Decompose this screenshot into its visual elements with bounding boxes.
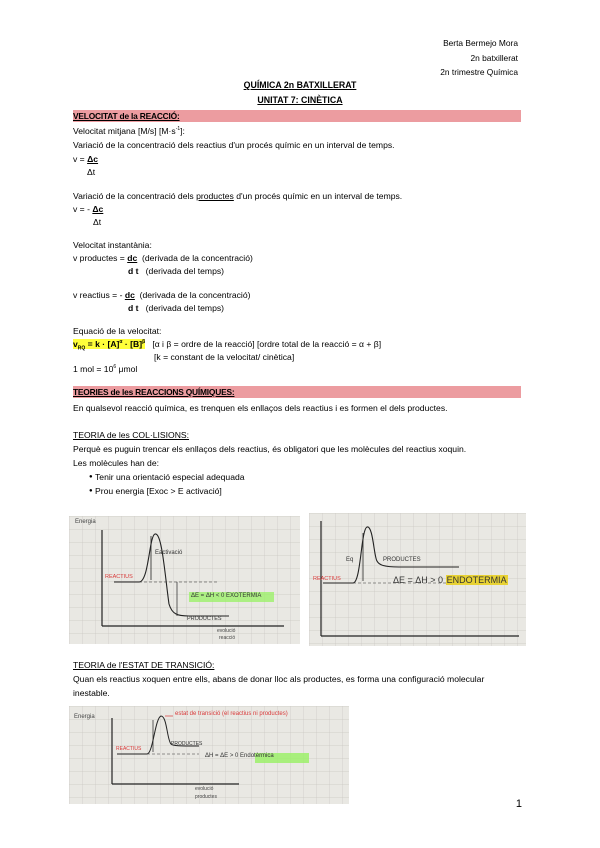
productes-definition: Variació de la concentració dels productes d'un procés químic en un interval de temps. <box>73 191 403 201</box>
transicio-heading: TEORIA de l'ESTAT DE TRANSICIÓ: <box>73 660 215 670</box>
header-term: 2n trimestre Química <box>440 67 518 77</box>
exothermic-diagram-photo <box>69 516 300 644</box>
collisions-text: Perquè es puguin trencar els enllaços dels reactius, és obligatori que les molècules del reactius xoquin. <box>73 444 467 454</box>
section-heading-teories: TEORIES de les REACCIONS QUÍMIQUES: <box>73 387 235 397</box>
transicio-text1: Quan els reactius xoquen entre ells, abans de donar lloc als productes, es forma una configuració molecular <box>73 674 485 684</box>
collisions-text2: Les molècules han de: <box>73 458 159 468</box>
velocitat-instantania-label: Velocitat instantània: <box>73 240 152 250</box>
fig2-reactius-label: REACTIUS <box>313 576 341 582</box>
formula-reactius: v = Δc <box>73 154 99 164</box>
fig3-estat-label: estat de transició (el reactius ni productes) <box>175 711 288 717</box>
list-item: ● Prou energia [Exoc > E activació] <box>73 485 245 499</box>
fig2-productes-label: PRODUCTES <box>383 557 421 563</box>
fig1-deltaH: ΔE = ΔH < 0 EXOTERMIA <box>191 593 262 599</box>
fig1-productes-label: PRODUCTES <box>187 616 222 622</box>
fig2-eq-label: Eq <box>346 557 354 563</box>
teories-intro: En qualsevol reacció química, es trenquen els enllaços dels reactius i es formen el dels productes. <box>73 403 448 413</box>
transicio-text2: inestable. <box>73 688 110 698</box>
section-band-velocitat <box>73 110 521 122</box>
fig3-energia-label: Energia <box>74 714 95 720</box>
v-reactius-dt: d t (derivada del temps) <box>128 303 225 313</box>
collisions-heading: TEORIA de les COL·LISIONS: <box>73 430 190 440</box>
fig1-reactius-label: REACTIUS <box>105 574 133 580</box>
fig3-xlabel2: productes <box>195 794 217 800</box>
header-author: Berta Bermejo Mora <box>443 38 518 48</box>
fig3-deltaH: ΔH = ΔE > 0 Endotèrmica <box>205 753 274 759</box>
section-band-teories <box>73 386 521 398</box>
equacio-velocitat: $v_{RQ} = k \cdot [A]^\alpha \cdot [B]^\beta$ [α i β = ordre de la reacció] [ordre total de la reacció = α + β] <box>73 339 382 352</box>
collisions-conditions-list <box>73 471 245 498</box>
fig2-deltaH: ΔE = ΔH > 0 ENDOTERMIA <box>393 575 507 585</box>
formula-productes: v = - Δc <box>73 204 104 214</box>
list-item: ● Tenir una orientació especial adequada <box>73 471 245 485</box>
fig1-xlabel2: reacció <box>219 635 236 641</box>
v-productes-dt: d t (derivada del temps) <box>128 266 225 276</box>
fig3-reactius-label: REACTIUS <box>116 746 142 752</box>
formula-reactius-denominator: Δt <box>87 167 96 177</box>
formula-productes-denominator: Δt <box>93 217 102 227</box>
page-number: 1 <box>515 798 522 810</box>
v-reactius-instantania: v reactius = - dc (derivada de la concentració) <box>73 290 251 300</box>
fig3-productes-label: PRODUCTES <box>171 741 203 747</box>
section-heading-velocitat: VELOCITAT de la REACCIÓ: <box>73 111 180 121</box>
fig1-energia-label: Energia <box>75 519 96 525</box>
mol-conversion: 1 mol = $10^6$ μmol <box>73 364 138 374</box>
v-productes-instantania: v productes = dc (derivada de la concentració) <box>73 253 253 263</box>
endothermic-diagram-photo <box>309 513 526 646</box>
fig1-xlabel1: evolució <box>217 628 236 634</box>
transition-state-diagram-photo <box>69 706 349 804</box>
header-course: 2n batxillerat <box>470 52 518 63</box>
fig3-xlabel1: evolució <box>195 786 214 792</box>
page-title: QUÍMICA 2n BATXILLERAT <box>243 80 357 90</box>
fig1-eactivacio-label: Eactivació <box>155 550 183 556</box>
unit-title: UNITAT 7: CINÈTICA <box>257 95 343 105</box>
velocitat-mitjana-label: Velocitat mitjana [M/s] $[M\cdot s^{-1}]$: <box>73 126 185 136</box>
equacio-label: Equació de la velocitat: <box>73 326 162 336</box>
reactius-definition: Variació de la concentració dels reactius d'un procés químic en un interval de temps. <box>73 140 395 150</box>
equacio-note-k: [k = constant de la velocitat/ cinètica] <box>154 352 295 362</box>
